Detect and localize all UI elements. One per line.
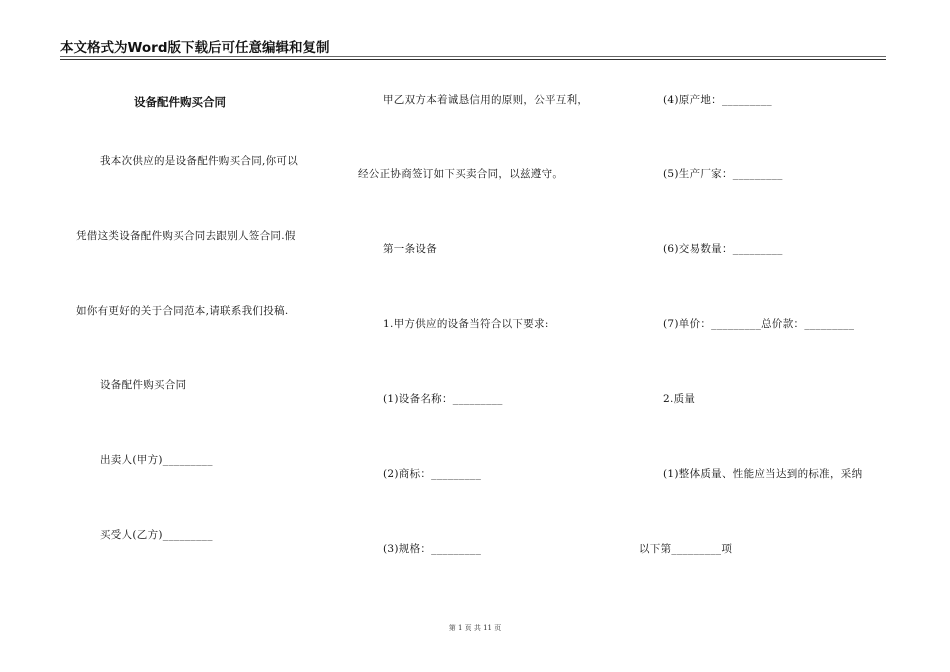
field-line: (3)规格：_________	[383, 543, 482, 555]
page-header: 本文格式为Word版下载后可任意编辑和复制	[60, 36, 886, 60]
field-line: (6)交易数量：_________	[663, 243, 783, 255]
paragraph: 如你有更好的关于合同范本,请联系我们投稿.	[76, 305, 289, 317]
buyer-line: 买受人(乙方)_________	[100, 529, 213, 541]
paragraph: 我本次供应的是设备配件购买合同,你可以	[100, 155, 299, 167]
header-rule	[60, 56, 886, 57]
paragraph: 经公正协商签订如下买卖合同，以兹遵守。	[358, 168, 564, 180]
seller-line: 出卖人(甲方)_________	[100, 454, 213, 466]
document-title: 设备配件购买合同	[134, 95, 226, 109]
field-line: (2)商标：_________	[383, 468, 482, 480]
paragraph: (1)整体质量、性能应当达到的标准，采纳	[663, 468, 863, 480]
field-line: (5)生产厂家：_________	[663, 168, 783, 180]
paragraph: 凭借这类设备配件购买合同去跟别人签合同.假	[76, 230, 296, 242]
page-number: 第 1 页 共 11 页	[448, 624, 502, 632]
field-line: (1)设备名称：_________	[383, 393, 503, 405]
paragraph: 甲乙双方本着诚恳信用的原则，公平互利，	[383, 94, 589, 106]
paragraph: 1.甲方供应的设备当符合以下要求:	[383, 318, 549, 330]
section-heading: 2.质量	[663, 393, 696, 405]
field-line: (7)单价：_________总价款：_________	[663, 318, 855, 330]
section-heading: 第一条设备	[383, 243, 437, 255]
field-line: 以下第_________项	[639, 543, 733, 555]
paragraph: 设备配件购买合同	[100, 379, 187, 391]
field-line: (4)原产地：_________	[663, 94, 772, 106]
